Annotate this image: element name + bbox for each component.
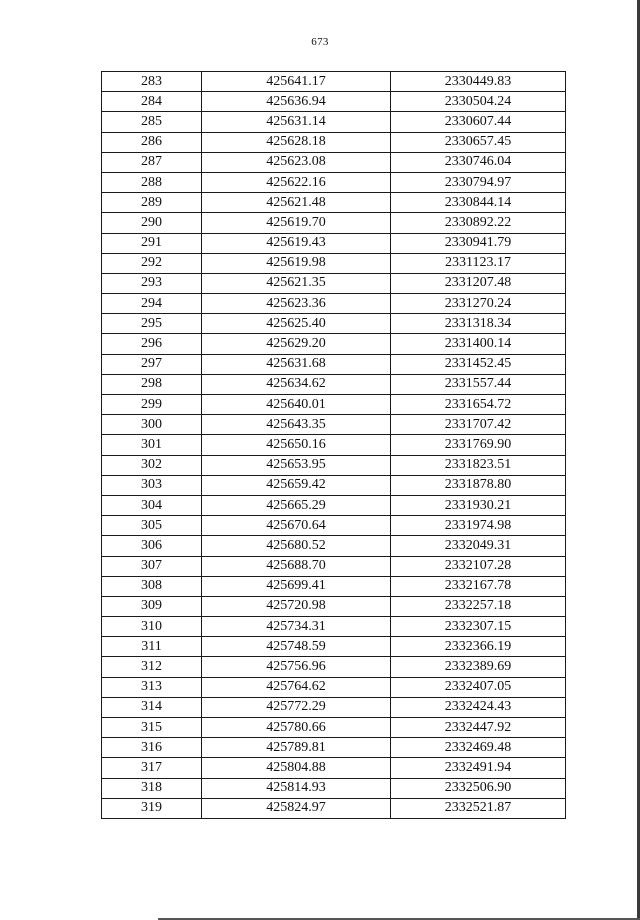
table-row	[102, 374, 566, 394]
point-number-cell: 314	[102, 697, 202, 717]
y-coordinate-cell: 2332366.19	[391, 637, 566, 657]
y-coordinate-cell: 2330892.22	[391, 213, 566, 233]
coordinate-table	[101, 71, 566, 819]
point-number-cell: 295	[102, 314, 202, 334]
point-number-cell: 291	[102, 233, 202, 253]
x-coordinate-cell: 425628.18	[202, 132, 391, 152]
y-coordinate-cell: 2332447.92	[391, 718, 566, 738]
point-number-cell: 292	[102, 253, 202, 273]
table-row	[102, 435, 566, 455]
point-number-cell: 298	[102, 374, 202, 394]
table-row	[102, 556, 566, 576]
y-coordinate-cell: 2332257.18	[391, 596, 566, 616]
table-row	[102, 415, 566, 435]
table-row	[102, 213, 566, 233]
y-coordinate-cell: 2331654.72	[391, 395, 566, 415]
x-coordinate-cell: 425688.70	[202, 556, 391, 576]
point-number-cell: 300	[102, 415, 202, 435]
point-number-cell: 304	[102, 495, 202, 515]
x-coordinate-cell: 425720.98	[202, 596, 391, 616]
x-coordinate-cell: 425622.16	[202, 172, 391, 192]
x-coordinate-cell: 425734.31	[202, 617, 391, 637]
point-number-cell: 290	[102, 213, 202, 233]
x-coordinate-cell: 425653.95	[202, 455, 391, 475]
point-number-cell: 310	[102, 617, 202, 637]
table-row	[102, 596, 566, 616]
y-coordinate-cell: 2331823.51	[391, 455, 566, 475]
table-row	[102, 253, 566, 273]
y-coordinate-cell: 2331769.90	[391, 435, 566, 455]
x-coordinate-cell: 425619.98	[202, 253, 391, 273]
table-row	[102, 475, 566, 495]
point-number-cell: 315	[102, 718, 202, 738]
y-coordinate-cell: 2330941.79	[391, 233, 566, 253]
point-number-cell: 301	[102, 435, 202, 455]
x-coordinate-cell: 425789.81	[202, 738, 391, 758]
table-row	[102, 516, 566, 536]
point-number-cell: 305	[102, 516, 202, 536]
point-number-cell: 309	[102, 596, 202, 616]
table-row	[102, 758, 566, 778]
point-number-cell: 287	[102, 152, 202, 172]
point-number-cell: 317	[102, 758, 202, 778]
x-coordinate-cell: 425780.66	[202, 718, 391, 738]
x-coordinate-cell: 425643.35	[202, 415, 391, 435]
x-coordinate-cell: 425824.97	[202, 798, 391, 818]
table-row	[102, 657, 566, 677]
y-coordinate-cell: 2332049.31	[391, 536, 566, 556]
y-coordinate-cell: 2332506.90	[391, 778, 566, 798]
table-row	[102, 273, 566, 293]
y-coordinate-cell: 2331930.21	[391, 495, 566, 515]
x-coordinate-cell: 425748.59	[202, 637, 391, 657]
y-coordinate-cell: 2331974.98	[391, 516, 566, 536]
point-number-cell: 294	[102, 294, 202, 314]
page-number: 673	[311, 36, 329, 48]
coordinate-table-body	[102, 72, 566, 819]
point-number-cell: 311	[102, 637, 202, 657]
table-row	[102, 697, 566, 717]
table-row	[102, 536, 566, 556]
table-row	[102, 778, 566, 798]
x-coordinate-cell: 425636.94	[202, 92, 391, 112]
y-coordinate-cell: 2332307.15	[391, 617, 566, 637]
x-coordinate-cell: 425772.29	[202, 697, 391, 717]
y-coordinate-cell: 2330794.97	[391, 172, 566, 192]
table-row	[102, 354, 566, 374]
point-number-cell: 308	[102, 576, 202, 596]
table-row	[102, 72, 566, 92]
y-coordinate-cell: 2332407.05	[391, 677, 566, 697]
x-coordinate-cell: 425619.43	[202, 233, 391, 253]
point-number-cell: 303	[102, 475, 202, 495]
table-row	[102, 314, 566, 334]
x-coordinate-cell: 425623.08	[202, 152, 391, 172]
y-coordinate-cell: 2330746.04	[391, 152, 566, 172]
table-row	[102, 798, 566, 818]
point-number-cell: 302	[102, 455, 202, 475]
y-coordinate-cell: 2330844.14	[391, 193, 566, 213]
table-row	[102, 576, 566, 596]
table-row	[102, 617, 566, 637]
table-row	[102, 738, 566, 758]
point-number-cell: 293	[102, 273, 202, 293]
table-row	[102, 152, 566, 172]
table-row	[102, 294, 566, 314]
x-coordinate-cell: 425631.14	[202, 112, 391, 132]
y-coordinate-cell: 2332469.48	[391, 738, 566, 758]
x-coordinate-cell: 425629.20	[202, 334, 391, 354]
point-number-cell: 283	[102, 72, 202, 92]
y-coordinate-cell: 2330504.24	[391, 92, 566, 112]
x-coordinate-cell: 425623.36	[202, 294, 391, 314]
x-coordinate-cell: 425621.35	[202, 273, 391, 293]
table-row	[102, 112, 566, 132]
table-row	[102, 172, 566, 192]
point-number-cell: 318	[102, 778, 202, 798]
x-coordinate-cell: 425764.62	[202, 677, 391, 697]
table-row	[102, 718, 566, 738]
y-coordinate-cell: 2332167.78	[391, 576, 566, 596]
x-coordinate-cell: 425756.96	[202, 657, 391, 677]
y-coordinate-cell: 2332521.87	[391, 798, 566, 818]
x-coordinate-cell: 425665.29	[202, 495, 391, 515]
point-number-cell: 285	[102, 112, 202, 132]
x-coordinate-cell: 425621.48	[202, 193, 391, 213]
y-coordinate-cell: 2330607.44	[391, 112, 566, 132]
table-row	[102, 395, 566, 415]
point-number-cell: 296	[102, 334, 202, 354]
y-coordinate-cell: 2330657.45	[391, 132, 566, 152]
y-coordinate-cell: 2331270.24	[391, 294, 566, 314]
y-coordinate-cell: 2331400.14	[391, 334, 566, 354]
y-coordinate-cell: 2332107.28	[391, 556, 566, 576]
point-number-cell: 316	[102, 738, 202, 758]
point-number-cell: 299	[102, 395, 202, 415]
y-coordinate-cell: 2331207.48	[391, 273, 566, 293]
y-coordinate-cell: 2331318.34	[391, 314, 566, 334]
y-coordinate-cell: 2332424.43	[391, 697, 566, 717]
y-coordinate-cell: 2330449.83	[391, 72, 566, 92]
y-coordinate-cell: 2331452.45	[391, 354, 566, 374]
x-coordinate-cell: 425670.64	[202, 516, 391, 536]
x-coordinate-cell: 425634.62	[202, 374, 391, 394]
table-row	[102, 132, 566, 152]
point-number-cell: 307	[102, 556, 202, 576]
table-row	[102, 193, 566, 213]
x-coordinate-cell: 425631.68	[202, 354, 391, 374]
x-coordinate-cell: 425619.70	[202, 213, 391, 233]
table-row	[102, 677, 566, 697]
point-number-cell: 284	[102, 92, 202, 112]
x-coordinate-cell: 425640.01	[202, 395, 391, 415]
x-coordinate-cell: 425650.16	[202, 435, 391, 455]
x-coordinate-cell: 425680.52	[202, 536, 391, 556]
x-coordinate-cell: 425804.88	[202, 758, 391, 778]
table-row	[102, 92, 566, 112]
y-coordinate-cell: 2331707.42	[391, 415, 566, 435]
point-number-cell: 289	[102, 193, 202, 213]
x-coordinate-cell: 425625.40	[202, 314, 391, 334]
point-number-cell: 288	[102, 172, 202, 192]
x-coordinate-cell: 425641.17	[202, 72, 391, 92]
point-number-cell: 319	[102, 798, 202, 818]
point-number-cell: 312	[102, 657, 202, 677]
x-coordinate-cell: 425814.93	[202, 778, 391, 798]
y-coordinate-cell: 2331123.17	[391, 253, 566, 273]
y-coordinate-cell: 2332491.94	[391, 758, 566, 778]
table-row	[102, 334, 566, 354]
y-coordinate-cell: 2332389.69	[391, 657, 566, 677]
y-coordinate-cell: 2331878.80	[391, 475, 566, 495]
x-coordinate-cell: 425659.42	[202, 475, 391, 495]
point-number-cell: 313	[102, 677, 202, 697]
point-number-cell: 286	[102, 132, 202, 152]
table-row	[102, 495, 566, 515]
table-row	[102, 233, 566, 253]
y-coordinate-cell: 2331557.44	[391, 374, 566, 394]
table-row	[102, 637, 566, 657]
point-number-cell: 297	[102, 354, 202, 374]
point-number-cell: 306	[102, 536, 202, 556]
table-row	[102, 455, 566, 475]
x-coordinate-cell: 425699.41	[202, 576, 391, 596]
